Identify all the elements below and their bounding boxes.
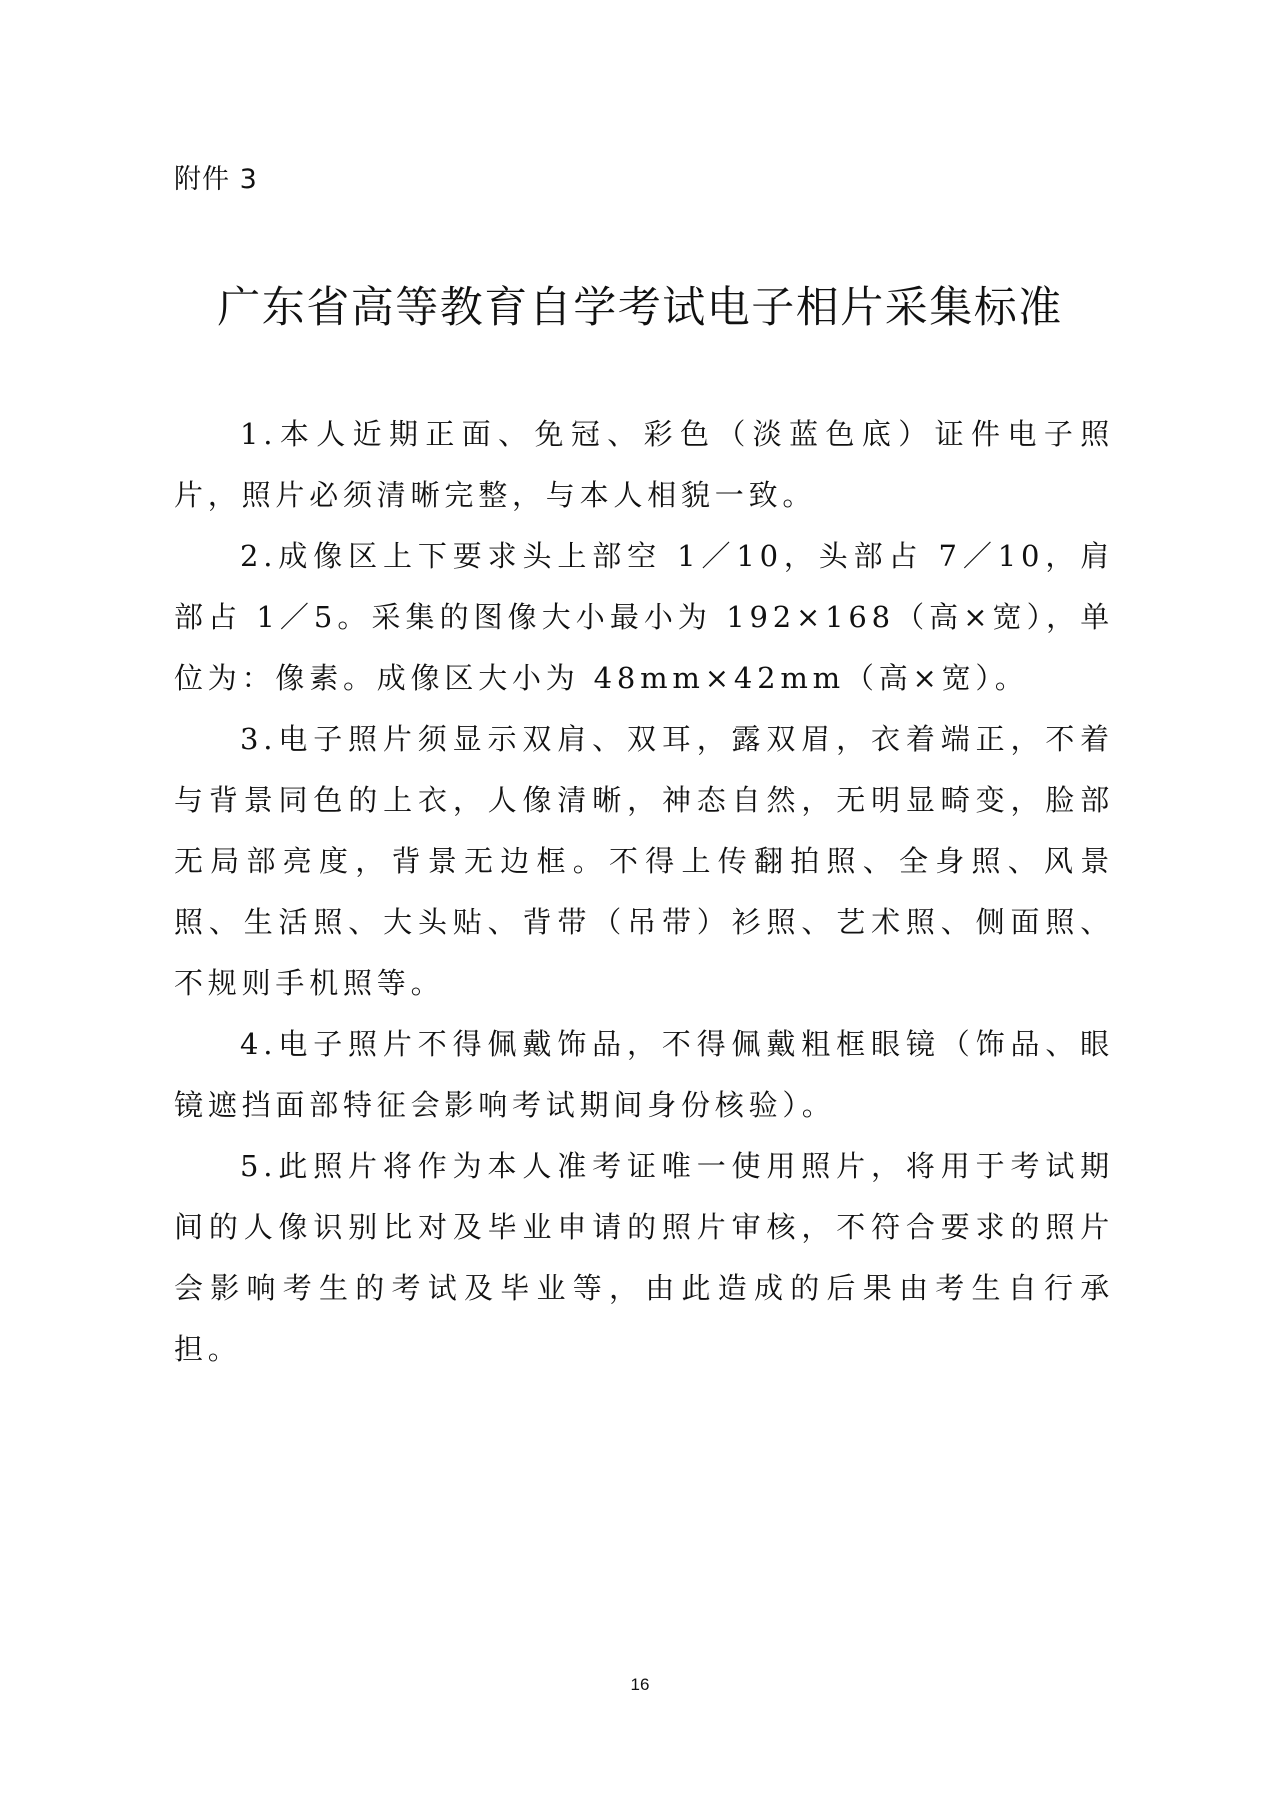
attachment-label: 附件 3 [174,164,258,195]
page-number: 16 [630,1675,650,1694]
requirement-paragraph-4: 4.电子照片不得佩戴饰品，不得佩戴粗框眼镜（饰品、眼镜遮挡面部特征会影响考试期间身份核验）。 [174,1027,1114,1122]
document-title: 广东省高等教育自学考试电子相片采集标准 [217,283,1063,333]
requirement-paragraph-2: 2.成像区上下要求头上部空 1／10，头部占 7／10，肩部占 1／5。采集的图像大小最小为 192×168（高×宽），单位为：像素。成像区大小为 48mm×42mm（高×宽）。 [174,539,1114,695]
requirement-paragraph-1: 1.本人近期正面、免冠、彩色（淡蓝色底）证件电子照片，照片必须清晰完整，与本人相貌一致。 [174,417,1114,512]
document-body [174,404,1114,1380]
requirement-paragraph-5: 5.此照片将作为本人准考证唯一使用照片，将用于考试期间的人像识别比对及毕业申请的照片审核，不符合要求的照片会影响考生的考试及毕业等，由此造成的后果由考生自行承担。 [174,1149,1114,1366]
requirement-paragraph-3: 3.电子照片须显示双肩、双耳，露双眉，衣着端正，不着与背景同色的上衣，人像清晰，神态自然，无明显畸变，脸部无局部亮度，背景无边框。不得上传翻拍照、全身照、风景照、生活照、大头贴、背带（吊带）衫照、艺术照、侧面照、不规则手机照等。 [174,722,1114,1000]
